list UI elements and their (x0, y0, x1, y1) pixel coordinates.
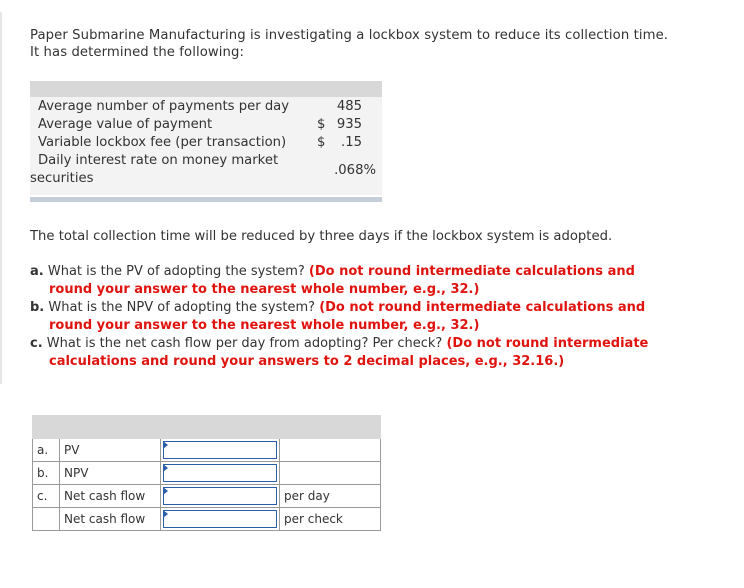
info-value-payments-per-day: 485 (336, 99, 362, 114)
answer-row-cash-flow-per-day (33, 485, 381, 508)
answer-unit (280, 439, 381, 462)
info-value-lockbox-fee: .15 (341, 135, 362, 150)
answer-label: PV (60, 439, 161, 462)
question-a (30, 263, 670, 299)
answer-table-header-cell (33, 416, 381, 439)
answer-table (32, 415, 381, 531)
answer-unit (280, 462, 381, 485)
question-letter: a. (30, 264, 44, 279)
npv-answer-input[interactable] (163, 464, 277, 482)
answer-input-cell (161, 439, 280, 462)
info-currency-lockbox-fee: $ (317, 135, 326, 150)
info-label-lockbox-fee: Variable lockbox fee (per transaction) (38, 135, 287, 150)
question-list (30, 263, 670, 371)
question-letter: c. (30, 336, 43, 351)
answer-label: Net cash flow (60, 508, 161, 531)
question-instruction: (Do not round intermediate calculations and round your answers to 2 decimal places, e.g., 32.16.) (49, 336, 649, 369)
answer-label: NPV (60, 462, 161, 485)
answer-table-header (33, 416, 381, 439)
info-label-interest-rate-line1: Daily interest rate on money market (38, 153, 279, 168)
question-text: What is the PV of adopting the system? (47, 264, 305, 279)
answer-unit: per check (280, 508, 381, 531)
cash-flow-per-check-input[interactable] (163, 510, 277, 528)
cash-flow-per-day-input[interactable] (163, 487, 277, 505)
info-value-avg-payment: 935 (336, 117, 362, 132)
pv-answer-input[interactable] (163, 441, 277, 459)
info-table-header (30, 81, 382, 97)
info-value-interest-rate: .068% (334, 163, 376, 178)
question-instruction: (Do not round intermediate calculations and round your answer to the nearest whole number, e.g., 32.) (49, 300, 646, 333)
question-letter: b. (30, 300, 45, 315)
question-text: What is the NPV of adopting the system? (48, 300, 316, 315)
answer-row-pv (33, 439, 381, 462)
answer-letter (33, 508, 60, 531)
question-b (30, 299, 670, 335)
question-text: What is the net cash flow per day from adopting? Per check? (46, 336, 443, 351)
problem-intro: Paper Submarine Manufacturing is investigating a lockbox system to reduce its collection time. It has determined the following: (30, 28, 669, 60)
question-c (30, 335, 670, 371)
answer-row-cash-flow-per-check (33, 508, 381, 531)
answer-input-cell (161, 485, 280, 508)
info-label-avg-payment: Average value of payment (38, 117, 213, 132)
answer-row-npv (33, 462, 381, 485)
info-table (30, 97, 382, 195)
question-instruction: (Do not round intermediate calculations and round your answer to the nearest whole number, e.g., 32.) (49, 264, 635, 297)
answer-letter: b. (33, 462, 60, 485)
answer-input-cell (161, 462, 280, 485)
info-label-payments-per-day: Average number of payments per day (38, 99, 290, 114)
info-table-footer (30, 197, 382, 202)
answer-label: Net cash flow (60, 485, 161, 508)
answer-letter: a. (33, 439, 60, 462)
answer-letter: c. (33, 485, 60, 508)
problem-summary: The total collection time will be reduced by three days if the lockbox system is adopted. (30, 229, 613, 244)
info-label-interest-rate-line2: securities (30, 171, 94, 186)
left-margin-rule (0, 12, 2, 384)
answer-input-cell (161, 508, 280, 531)
info-currency-avg-payment: $ (317, 117, 326, 132)
answer-unit: per day (280, 485, 381, 508)
